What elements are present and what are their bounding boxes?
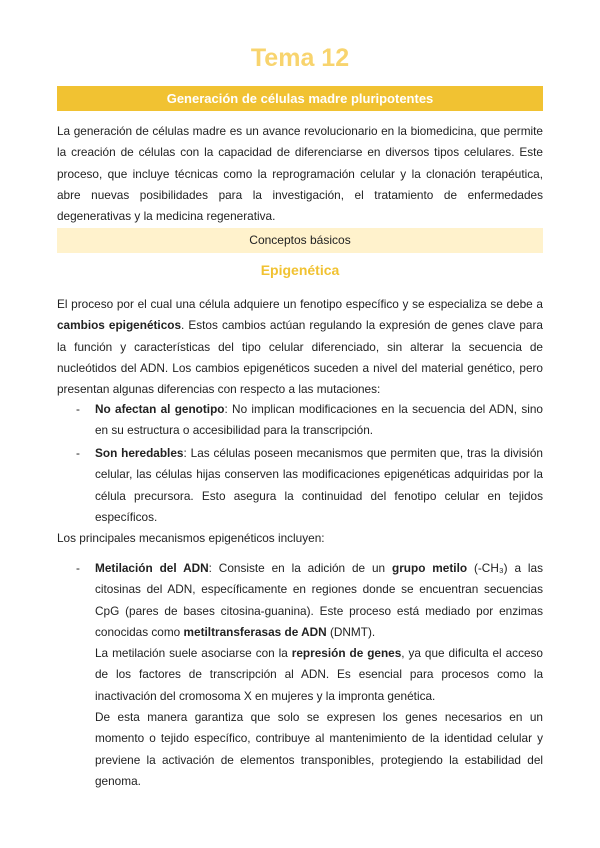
text-run: , ya que dificulta el acceso de los factores de transcripción al ADN. Es esencial para procesos como la inactivación del cromosoma X en mujeres y la impronta genética. (95, 646, 543, 703)
text-run: : Las células poseen mecanismos que permiten que, tras la división celular, las células hijas conserven las modificaciones epigenéticas adquiridas por la célula precursora. Esto asegura la continuidad del fenotipo celular en tejidos específicos. (95, 446, 543, 524)
bold-text: represión de genes (291, 646, 402, 660)
text-run: La metilación suele asociarse con la (95, 646, 292, 660)
text-run: (DNMT). (326, 624, 376, 639)
list-item-paragraph (95, 707, 543, 792)
intro-paragraph (57, 121, 543, 227)
section-band: Conceptos básicos (57, 228, 543, 253)
text-run: Los principales mecanismos epigenéticos incluyen: (57, 531, 325, 545)
subheading: Epigenética (260, 262, 340, 278)
mechanisms-intro (57, 528, 543, 549)
list-item-paragraph (95, 643, 543, 707)
bullet-dash: - (76, 402, 80, 416)
page-title: Tema 12 (250, 44, 350, 72)
bold-text: Son heredables (95, 446, 184, 460)
bold-text: No afectan al genotipo (95, 402, 225, 416)
bullet-dash: - (76, 446, 80, 460)
list-item-text (95, 561, 543, 639)
bold-text: metiltransferasas de ADN (183, 624, 327, 639)
bullet-dash: - (76, 561, 80, 575)
epigenetics-paragraph (57, 294, 543, 400)
chapter-banner: Generación de células madre pluripotentes (57, 86, 543, 111)
text-run: De esta manera garantiza que solo se expresen los genes necesarios en un momento o tejido específico, contribuye al mantenimiento de la identidad celular y previene la activación de elementos transponibles, protegiendo la estabilidad del genoma. (95, 710, 543, 788)
list-item (76, 558, 543, 643)
text-run: El proceso por el cual una célula adquiere un fenotipo específico y se especializa se debe a (57, 297, 543, 311)
text-run: La generación de células madre es un avance revolucionario en la biomedicina, que permite la creación de células con la capacidad de diferenciarse en diversos tipos celulares. Este proceso, que incluye técnicas como la reprogramación celular y la clonación terapéutica, abre nuevas posibilidades para la investigación, el tratamiento de enfermedades degenerativas y la medicina regenerativa. (57, 124, 543, 224)
list-item (76, 399, 543, 442)
bold-text: Metilación del ADN (95, 561, 209, 575)
list-item (76, 443, 543, 528)
text-run: . Estos cambios actúan regulando la expresión de genes clave para la función y características del tipo celular diferenciado, sin alterar la secuencia de nucleótidos del ADN. Los cambios epigenéticos suceden a nivel del material genético, pero presentan algunas diferencias con respecto a las mutaciones: (57, 318, 543, 397)
text-run: : No implican modificaciones en la secuencia del ADN, sino en su estructura o accesibilidad para la transcripción. (95, 402, 543, 438)
text-run: : Consiste en la adición de un (208, 561, 392, 575)
text-run: (-CH₃) a las citosinas del ADN, específicamente en regiones donde se encuentran secuencias CpG (pares de bases citosina-guanina). Este proceso está mediado por enzimas conocidas como (95, 561, 543, 639)
bold-text: cambios epigenéticos (57, 318, 182, 333)
list-item-text (95, 446, 543, 524)
list-item-text (95, 402, 543, 437)
bold-text: grupo metilo (392, 561, 468, 575)
